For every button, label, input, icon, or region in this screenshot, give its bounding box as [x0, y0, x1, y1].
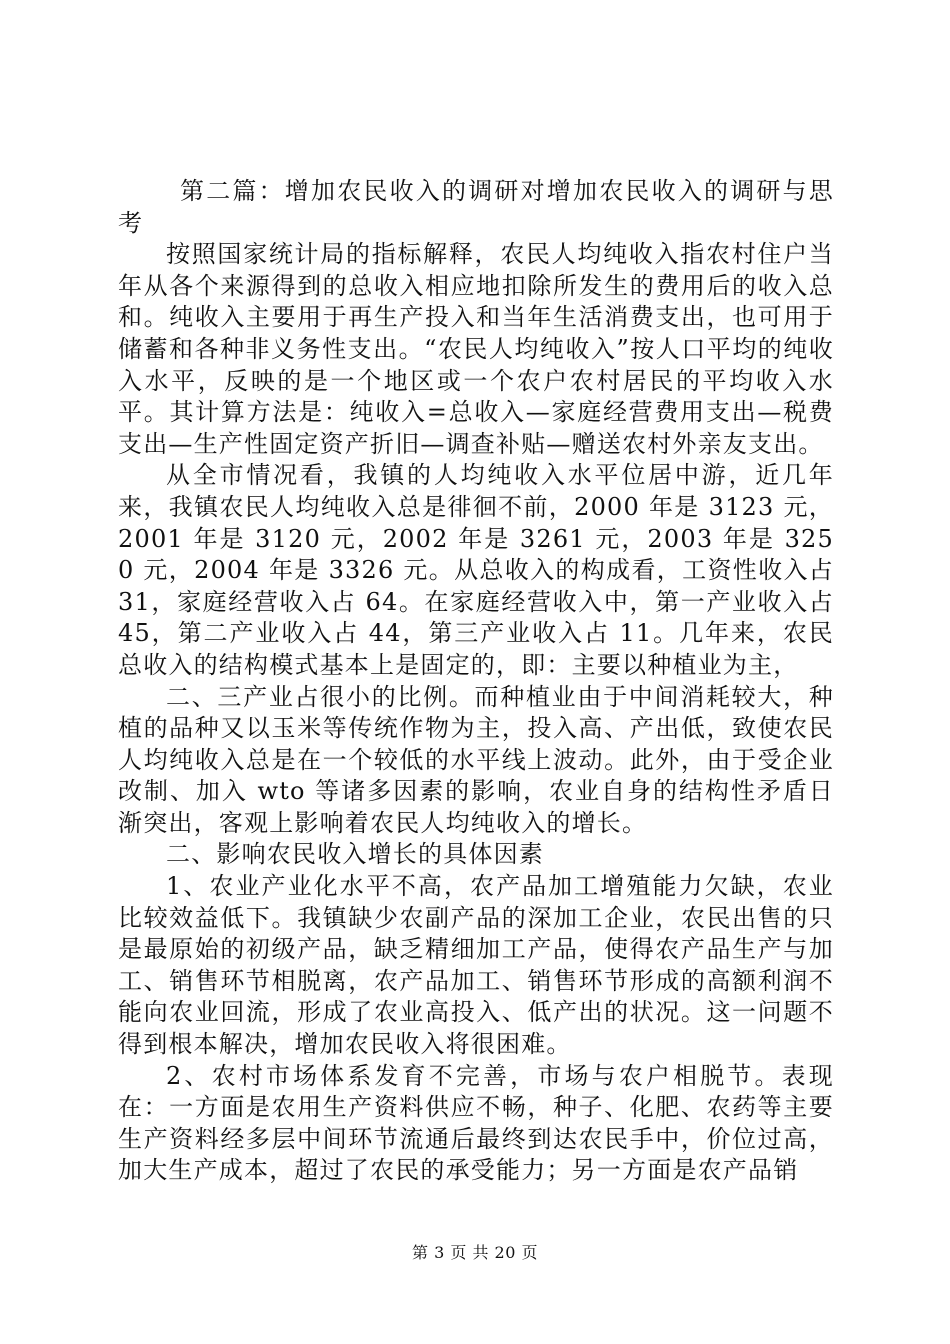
- paragraph-town-income: 从全市情况看，我镇的人均纯收入水平位居中游，近几年来，我镇农民人均纯收入总是徘徊不前，2000 年是 3123 元，2001 年是 3120 元，2002 年是 3261 元，2003 年是 3250 元，2004 年是 3326 元。从总收入的构成看，工资性收入占 31，家庭经营收入占 64。在家庭经营收入中，第一产业收入占 45，第二产业收入占 44，第三产业收入占 11。几年来，农民总收入的结构模式基本上是固定的，即：主要以种植业为主，: [118, 461, 834, 679]
- paragraph-factor-2: 2、农村市场体系发育不完善，市场与农户相脱节。表现在：一方面是农用生产资料供应不畅，种子、化肥、农药等主要生产资料经多层中间环节流通后最终到达农民手中，价位过高，加大生产成本，超过了农民的承受能力；另一方面是农产品销: [118, 1061, 834, 1185]
- document-title: 第二篇：增加农民收入的调研对增加农民收入的调研与思考: [118, 177, 834, 237]
- paragraph-factor-1: 1、农业产业化水平不高，农产品加工增殖能力欠缺，农业比较效益低下。我镇缺少农副产品的深加工企业，农民出售的只是最原始的初级产品，缺乏精细加工产品，使得农产品生产与加工、销售环节相脱离，农产品加工、销售环节形成的高额利润不能向农业回流，形成了农业高投入、低产出的状况。这一问题不得到根本解决，增加农民收入将很困难。: [118, 872, 834, 1059]
- paragraph-definition: 按照国家统计局的指标解释，农民人均纯收入指农村住户当年从各个来源得到的总收入相应地扣除所发生的费用后的收入总和。纯收入主要用于再生产投入和当年生活消费支出，也可用于储蓄和各种非义务性支出。“农民人均纯收入”按人口平均的纯收入水平，反映的是一个地区或一个农户农村居民的平均收入水平。其计算方法是：纯收入=总收入—家庭经营费用支出—税费支出—生产性固定资产折旧—调查补贴—赠送农村外亲友支出。: [118, 240, 834, 458]
- section-heading-factors: 二、影响农民收入增长的具体因素: [166, 840, 544, 869]
- paragraph-industry-share: 二、三产业占很小的比例。而种植业由于中间消耗较大，种植的品种又以玉米等传统作物为主，投入高、产出低，致使农民人均纯收入总是在一个较低的水平线上波动。此外，由于受企业改制、加入 wto 等诸多因素的影响，农业自身的结构性矛盾日渐突出，客观上影响着农民人均纯收入的增长。: [118, 682, 834, 837]
- page-number-footer: 第 3 页 共 20 页: [412, 1243, 538, 1262]
- document-body: [118, 176, 834, 1187]
